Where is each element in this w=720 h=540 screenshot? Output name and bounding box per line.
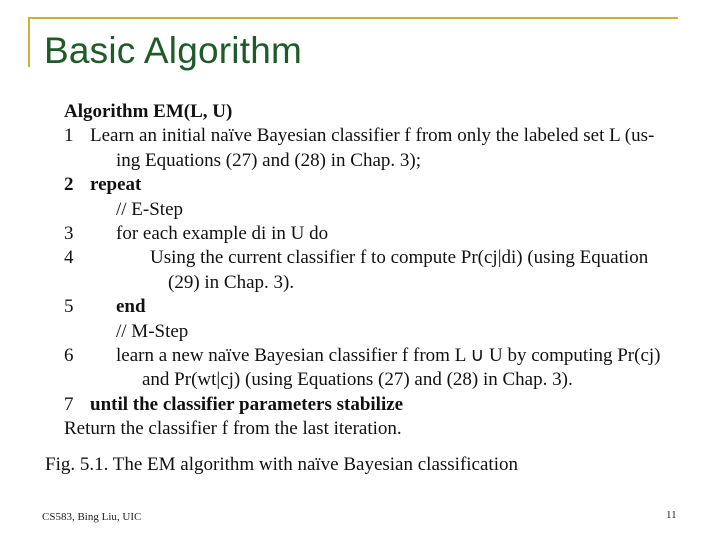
line-text: // M-Step [116, 320, 189, 342]
algorithm-line [64, 198, 684, 222]
figure-caption: Fig. 5.1. The EM algorithm with naïve Bayesian classification [45, 454, 518, 475]
algorithm-line [64, 246, 684, 270]
footer-course-label: CS583, Bing Liu, UIC [42, 511, 142, 523]
slide-title: Basic Algorithm [44, 30, 302, 71]
line-text: Return the classifier f from the last iteration. [64, 418, 402, 440]
line-text: Learn an initial naïve Bayesian classifier f from only the labeled set L (us- [90, 125, 655, 147]
frame-top-border [28, 17, 678, 19]
algorithm-line [64, 149, 684, 173]
algorithm-line [64, 368, 684, 392]
line-text: (29) in Chap. 3). [168, 271, 295, 293]
line-number: 2 [64, 174, 74, 196]
line-text: and Pr(wt|cj) (using Equations (27) and (28) in Chap. 3). [142, 369, 573, 391]
page-number: 11 [666, 509, 677, 521]
line-text: end [116, 296, 146, 318]
algorithm-line [64, 393, 684, 417]
algorithm-line [64, 344, 684, 368]
frame-left-border [28, 17, 30, 67]
algorithm-block [64, 100, 684, 442]
algorithm-header [64, 100, 684, 124]
line-number: 7 [64, 393, 74, 415]
line-number: 3 [64, 223, 74, 245]
line-number: 4 [64, 247, 74, 269]
line-text: until the classifier parameters stabilize [90, 393, 404, 415]
algorithm-line [64, 320, 684, 344]
line-number: 6 [64, 345, 74, 367]
line-text: ing Equations (27) and (28) in Chap. 3); [116, 149, 422, 171]
line-text: Using the current classifier f to compute Pr(cj|di) (using Equation [150, 247, 649, 269]
algorithm-line [64, 271, 684, 295]
line-number: 1 [64, 125, 74, 147]
algorithm-line [64, 417, 684, 441]
algorithm-line [64, 124, 684, 148]
algorithm-line [64, 295, 684, 319]
algorithm-line [64, 173, 684, 197]
line-text: repeat [90, 174, 142, 196]
line-text: learn a new naïve Bayesian classifier f from L ∪ U by computing Pr(cj) [116, 345, 661, 367]
line-number: 5 [64, 296, 74, 318]
algorithm-header-text: Algorithm EM(L, U) [64, 101, 233, 122]
line-text: // E-Step [116, 198, 184, 220]
line-text: for each example di in U do [116, 223, 329, 245]
algorithm-line [64, 222, 684, 246]
